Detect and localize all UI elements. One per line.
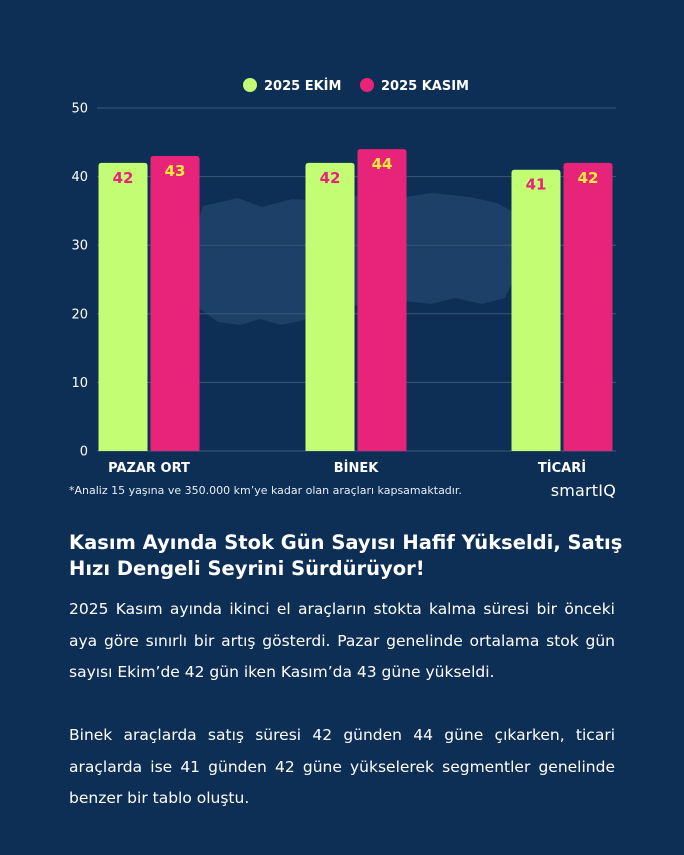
bar-kasim-2 [358,149,407,451]
bar-ekim-3 [512,170,561,451]
smartiq-logo: smartIQ [550,481,616,500]
bar-kasim-1 [151,156,200,451]
headline: Kasım Ayında Stok Gün Sayısı Hafif Yükseldi, Satış Hızı Dengeli Seyrini Sürdürüyor! [69,531,623,580]
legend-dot [243,78,257,92]
data-label: 42 [319,168,341,187]
data-label: 43 [164,162,186,181]
bar-ekim-2 [306,163,355,451]
bar-kasim-3 [564,163,613,451]
legend-dot [360,78,374,92]
data-label: 44 [371,155,393,174]
x-category-label: BİNEK [333,461,379,476]
y-tick-label: 30 [71,238,88,254]
footnote: *Analiz 15 yaşına ve 350.000 km’ye kadar olan araçları kapsamaktadır. [69,484,462,497]
y-tick-label: 10 [71,375,88,391]
x-category-label: PAZAR ORT [108,461,190,476]
y-tick-label: 40 [71,170,88,186]
data-label: 41 [525,175,547,194]
paragraph-2: Binek araçlarda satış süresi 42 günden 44 güne çıkarken, ticari araçlarda ise 41 günden 42 güne yükselerek segmentler genelinde benzer bir tablo oluştu. [69,726,615,807]
data-label: 42 [112,168,134,187]
x-axis-categories [108,460,586,476]
data-label: 42 [577,168,599,187]
y-axis-ticks [71,102,88,460]
y-tick-label: 20 [71,307,88,323]
legend-label: 2025 EKİM [264,79,342,94]
y-tick-label: 50 [71,101,88,117]
legend-label: 2025 KASIM [381,79,469,94]
paragraph-1: 2025 Kasım ayında ikinci el araçların stokta kalma süresi bir önceki aya göre sınırlı bir artış gösterdi. Pazar genelinde ortalama stok gün sayısı Ekim’de 42 gün iken Kasım’da 43 güne yükseldi. [69,600,615,681]
x-category-label: TİCARİ [537,461,587,476]
bar-ekim-1 [99,163,148,451]
y-tick-label: 0 [79,444,88,460]
legend [243,78,469,94]
turkey-map-background [190,193,520,325]
